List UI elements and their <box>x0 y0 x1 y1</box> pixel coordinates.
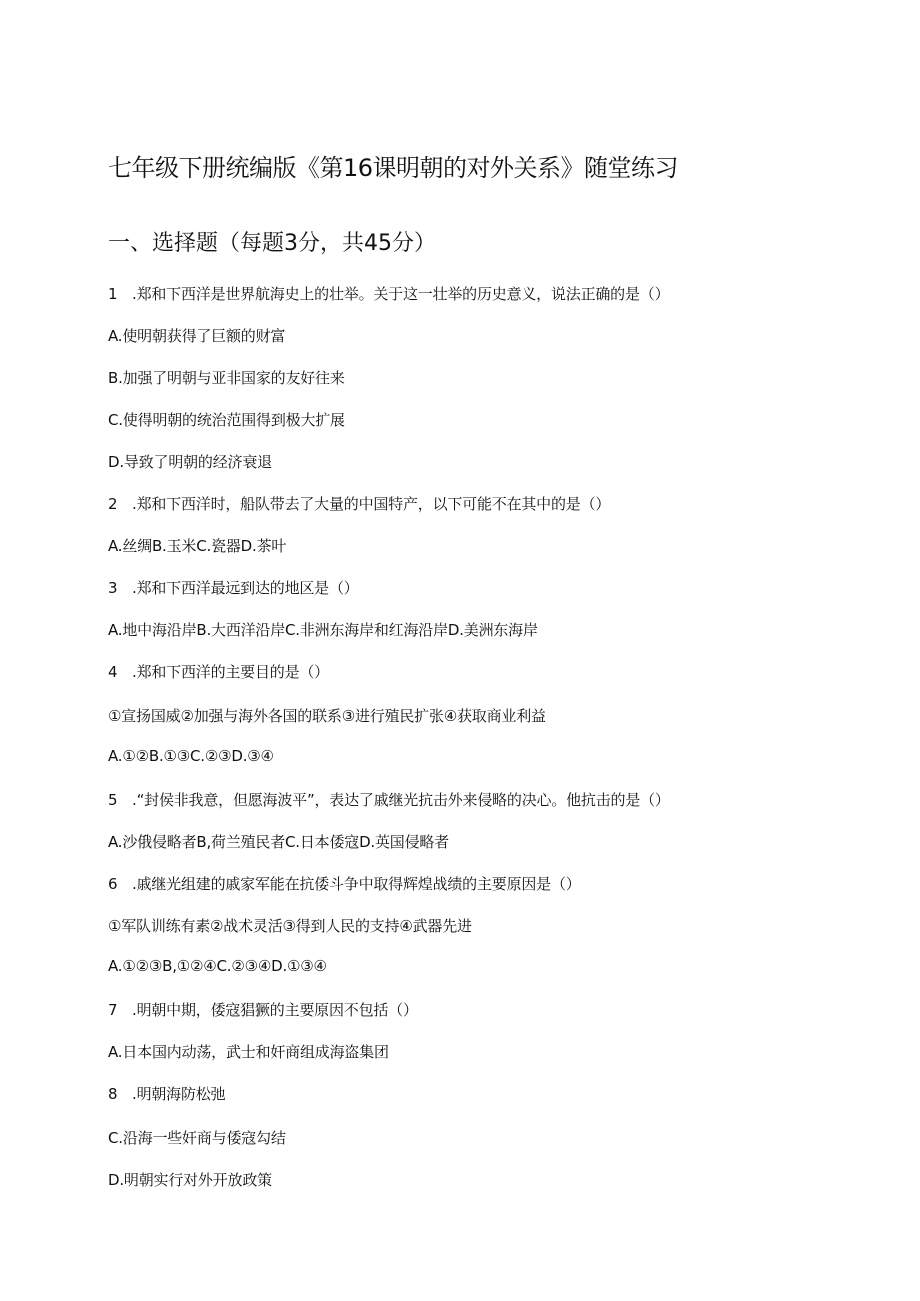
question-2 <box>108 493 610 514</box>
question-number: 8 <box>108 1085 118 1103</box>
question-stem: .郑和下西洋时，船队带去了大量的中国特产，以下可能不在其中的是（） <box>132 495 611 513</box>
question-number: 1 <box>108 285 118 303</box>
question-stem: .明朝海防松弛 <box>132 1085 226 1103</box>
question-4 <box>108 661 329 682</box>
question-stem: .明朝中期，倭寇猖獗的主要原因不包括（） <box>132 1001 418 1019</box>
question-3 <box>108 577 359 598</box>
question-stem: .郑和下西洋的主要目的是（） <box>132 663 329 681</box>
document-title: 七年级下册统编版《第16课明朝的对外关系》随堂练习 <box>108 154 679 182</box>
question-stem: .郑和下西洋最远到达的地区是（） <box>132 579 359 597</box>
question-number: 5 <box>108 791 118 809</box>
question-number: 3 <box>108 579 118 597</box>
question-stem: .郑和下西洋是世界航海史上的壮举。关于这一壮举的历史意义，说法正确的是（） <box>132 285 670 303</box>
subitems-4: ①宣扬国威②加强与海外各国的联系③进行殖民扩张④获取商业利益 <box>108 707 546 725</box>
options-5: A.沙俄侵略者B,荷兰殖民者C.日本倭寇D.英国侵略者 <box>108 833 449 851</box>
options-2: A.丝绸B.玉米C.瓷器D.茶叶 <box>108 537 287 555</box>
option-1a: A.使明朝获得了巨额的财富 <box>108 327 286 345</box>
options-6: A.①②③B,①②④C.②③④D.①③④ <box>108 957 327 975</box>
question-stem: .戚继光组建的戚家军能在抗倭斗争中取得辉煌战绩的主要原因是（） <box>132 875 581 893</box>
option-1b: B.加强了明朝与亚非国家的友好往来 <box>108 369 345 387</box>
option-1d: D.导致了明朝的经济衰退 <box>108 453 272 471</box>
option-8c: C.沿海一些奸商与倭寇勾结 <box>108 1129 286 1147</box>
question-7 <box>108 999 418 1020</box>
options-3: A.地中海沿岸B.大西洋沿岸C.非洲东海岸和红海沿岸D.美洲东海岸 <box>108 621 538 639</box>
option-8d: D.明朝实行对外开放政策 <box>108 1171 272 1189</box>
question-number: 4 <box>108 663 118 681</box>
section-heading: 一、选择题（每题3分，共45分） <box>108 231 436 256</box>
question-number: 6 <box>108 875 118 893</box>
options-4: A.①②B.①③C.②③D.③④ <box>108 747 274 765</box>
question-6 <box>108 873 581 894</box>
subitems-6: ①军队训练有素②战术灵活③得到人民的支持④武器先进 <box>108 917 472 935</box>
question-8 <box>108 1083 225 1104</box>
question-5 <box>108 789 670 810</box>
option-1c: C.使得明朝的统治范围得到极大扩展 <box>108 411 345 429</box>
question-number: 2 <box>108 495 118 513</box>
option-7a: A.日本国内动荡，武士和奸商组成海盗集团 <box>108 1043 389 1061</box>
question-number: 7 <box>108 1001 118 1019</box>
question-stem: .“封侯非我意，但愿海波平”，表达了戚继光抗击外来侵略的决心。他抗击的是（） <box>132 791 670 809</box>
question-1 <box>108 283 669 304</box>
